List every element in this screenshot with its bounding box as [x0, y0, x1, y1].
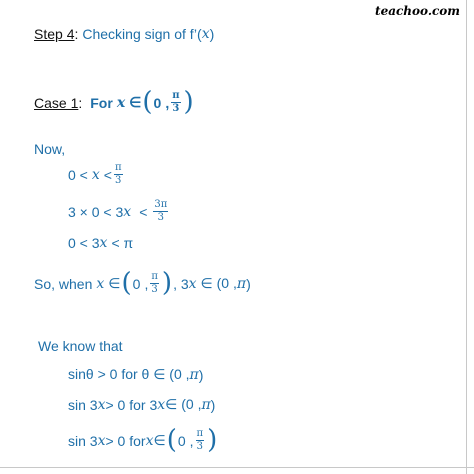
so-var: x: [96, 275, 105, 292]
page-border-right: [466, 0, 467, 474]
ineq2-num: 3π: [154, 199, 168, 210]
so-tail-close: ): [246, 275, 251, 292]
fact-2: [68, 396, 215, 413]
ineq1-num: π: [114, 162, 122, 173]
fact1-pi: π: [189, 366, 199, 383]
step-text: Checking sign of f’(: [82, 26, 202, 42]
fact3-open-paren: (: [166, 425, 177, 456]
inequality-1: [68, 163, 125, 186]
ineq3-right: < π: [111, 235, 134, 251]
so-when-line: [34, 268, 251, 299]
so-lead: So, when: [34, 275, 93, 292]
inequality-2: [68, 200, 170, 223]
fact2-var2: x: [157, 396, 166, 413]
so-close-paren: ): [161, 268, 173, 299]
so-tail-pre: , 3: [173, 275, 189, 292]
fact-1: [68, 366, 203, 383]
fact3-low: 0: [177, 432, 186, 449]
case1-low: 0: [153, 94, 162, 111]
case1-den: 3: [172, 103, 180, 114]
case1-in: ∈: [129, 94, 142, 110]
fact1-pre: sinθ > 0 for θ ∈ (0 ,: [68, 366, 190, 382]
case1-comma: ,: [165, 94, 170, 111]
case1-close-paren: ): [183, 87, 194, 118]
step-colon: :: [74, 26, 79, 42]
fact2-var: x: [97, 396, 106, 413]
case1-num: π: [172, 90, 180, 101]
ineq1-den: 3: [115, 175, 122, 186]
inequality-3: [68, 235, 133, 251]
fact3-var: x: [97, 432, 106, 449]
step-label: Step 4: [34, 26, 75, 42]
ineq1-lt: <: [103, 166, 112, 183]
ineq2-var: x: [123, 203, 132, 220]
fact3-close-paren: ): [207, 425, 218, 456]
case1-fraction: [171, 91, 180, 114]
case1-open-paren: (: [142, 87, 153, 118]
ineq2-left: 3 × 0 < 3: [68, 203, 124, 220]
case1-label: Case 1: [34, 94, 79, 111]
teachoo-watermark: teachoo.com: [375, 4, 460, 18]
fact1-close: ): [198, 366, 204, 383]
page-border-bottom: [0, 467, 474, 468]
so-den: 3: [151, 284, 158, 295]
so-tail-in: ∈ (0 ,: [200, 275, 237, 291]
step-close: ): [209, 26, 215, 42]
case1-var: x: [116, 94, 126, 111]
fact3-pre: sin 3: [68, 432, 98, 449]
step-heading: [34, 26, 214, 42]
fact3-fraction: [196, 429, 205, 452]
ineq1-fraction: [114, 163, 123, 186]
so-in: ∈: [108, 275, 121, 291]
fact3-den: 3: [196, 441, 203, 452]
case1-heading: [34, 87, 195, 118]
ineq2-den: 3: [157, 212, 165, 223]
fact3-comma: ,: [189, 432, 194, 449]
case1-for: For: [90, 94, 113, 111]
ineq3-left: 0 < 3: [68, 235, 100, 251]
so-num: π: [151, 271, 158, 282]
we-know-text: We know that: [38, 338, 123, 354]
fact2-in: ∈ (0 ,: [165, 396, 202, 412]
case1-colon: :: [78, 94, 83, 111]
fact3-in: ∈: [153, 432, 166, 448]
ineq1-var: x: [91, 166, 100, 183]
ineq2-lt: <: [139, 203, 148, 220]
ineq2-fraction: [153, 200, 168, 223]
so-comma: ,: [144, 275, 149, 292]
fact2-close: ): [210, 396, 216, 413]
ineq1-left: 0 <: [68, 166, 88, 183]
fact2-mid: > 0 for 3: [105, 396, 158, 413]
ineq3-var: x: [99, 235, 108, 251]
step-var: x: [201, 26, 210, 42]
fact2-pi: π: [201, 396, 211, 413]
fact-3: [68, 425, 218, 456]
fact3-num: π: [196, 428, 204, 439]
so-tail-pi: π: [236, 275, 247, 292]
now-text: Now,: [34, 141, 66, 157]
fact3-var2: x: [145, 432, 154, 449]
so-open-paren: (: [121, 268, 132, 299]
so-fraction: [150, 272, 159, 295]
fact3-mid: > 0 for: [105, 432, 146, 449]
fact2-pre: sin 3: [68, 396, 98, 413]
so-tail-var: x: [188, 275, 197, 292]
so-low: 0: [132, 275, 141, 292]
